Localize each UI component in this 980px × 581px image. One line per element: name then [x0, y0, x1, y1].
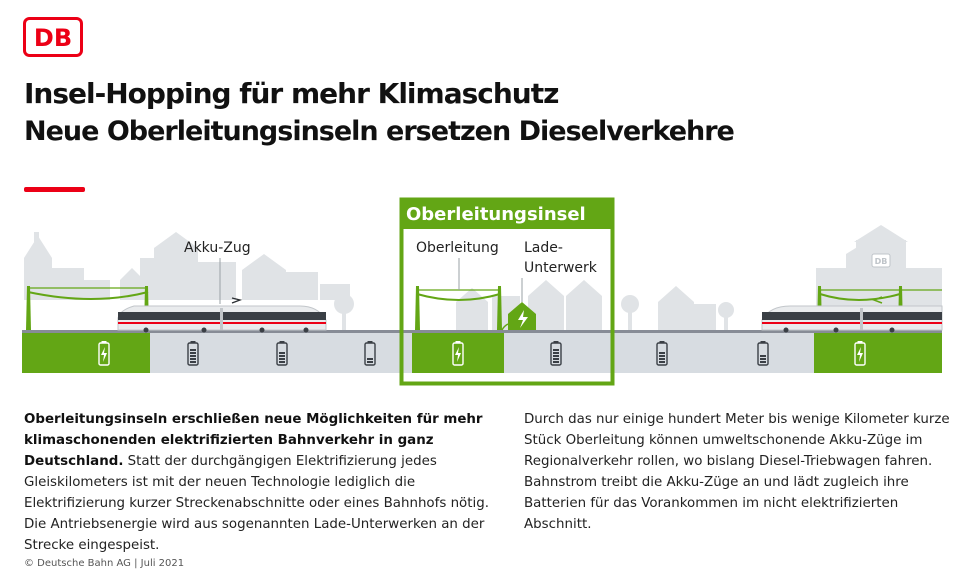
electrified-section-station: [814, 333, 942, 373]
db-logo: [23, 17, 83, 57]
label-akku-zug: Akku-Zug: [184, 240, 251, 256]
label-lade-line1: Lade-: [524, 240, 563, 256]
island-title: Oberleitungsinsel: [406, 204, 586, 225]
description-left-lead: Oberleitungsinseln erschließen neue Möglichkeiten für mehr klimaschonenden elektrifizierten Bahnverkehr in ganz Deutschland.: [24, 412, 483, 469]
station-sign: DB: [874, 257, 888, 266]
rail-diagram: [0, 190, 980, 390]
page-subtitle: Neue Oberleitungsinseln ersetzen Dieselverkehre: [24, 116, 734, 147]
db-logo-text: DB: [33, 24, 73, 52]
description-left: [24, 409, 504, 556]
page-title: Insel-Hopping für mehr Klimaschutz: [24, 77, 559, 110]
description-right: Durch das nur einige hundert Meter bis wenige Kilometer kurze Stück Oberleitung können umweltschonende Akku-Züge im Regionalverkehr rollen, wo bislang Diesel-Triebwagen fahren. Bahnstrom treibt die Akku-Züge an und lädt zugleich ihre Batterien für das Vorankommen im nicht elektrifizierten Abschnitt.: [524, 412, 950, 532]
label-lade-line2: Unterwerk: [524, 260, 597, 276]
description-left-body: Statt der durchgängigen Elektrifizierung jedes Gleiskilometers ist mit der neuen Technologie lediglich die Elektrifizierung kurzer Streckenabschnitte oder eines Bahnhofs nötig. Die Antriebsenergie wird aus sogenannten Lade-Unterwerken an der Strecke eingespeist.: [24, 454, 489, 553]
label-oberleitung: Oberleitung: [416, 240, 499, 256]
electrified-section-left: [22, 333, 150, 373]
battery-train-left: [118, 298, 326, 333]
copyright-note: © Deutsche Bahn AG | Juli 2021: [24, 558, 185, 569]
